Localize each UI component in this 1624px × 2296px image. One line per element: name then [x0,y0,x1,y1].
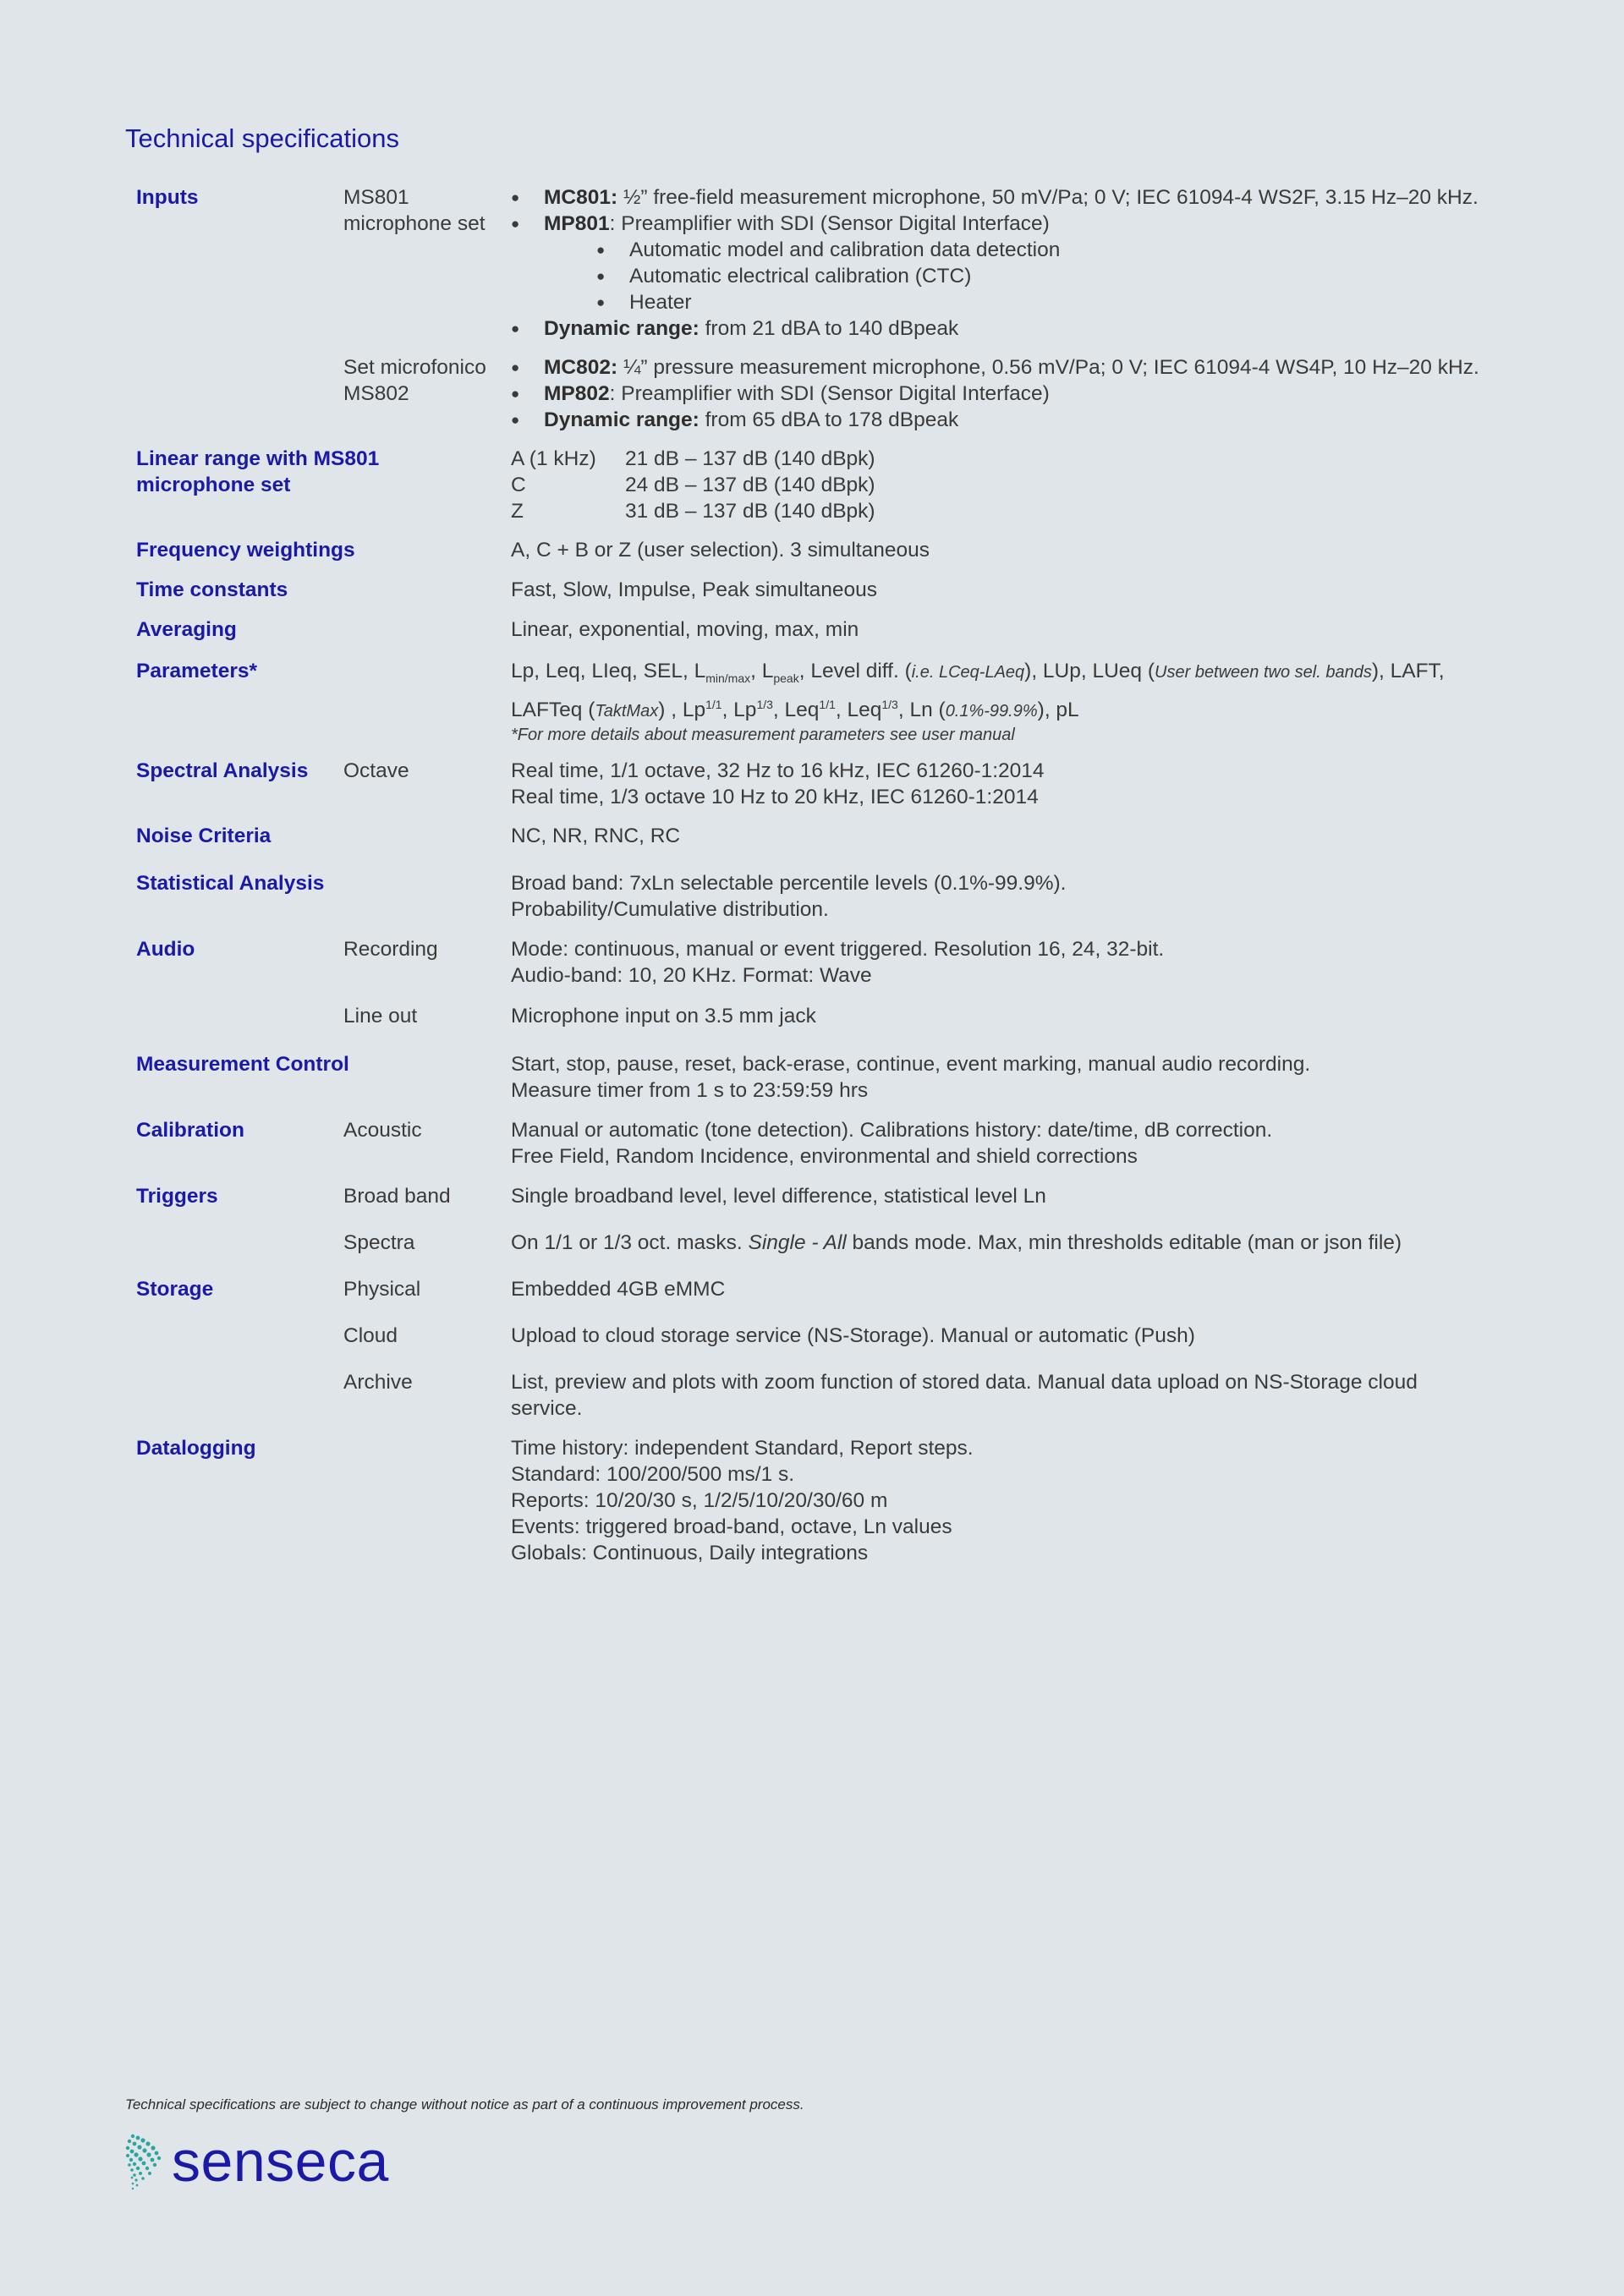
spec-row-storage-archive [136,1369,1490,1422]
spec-desc-measurement-control: Start, stop, pause, reset, back-erase, continue, event marking, manual audio recording. Measure timer from 1 s to 23:59:59 hrs [511,1053,1311,1103]
spec-category-triggers: Triggers [136,1185,218,1208]
page-title: Technical specifications [125,123,399,153]
spec-sub-acoustic: Acoustic [343,1119,422,1143]
spec-sub-ms802: Set microfonico MS802 [343,356,486,405]
spec-category-calibration: Calibration [136,1119,244,1143]
spec-row-measurement-control [136,1051,1490,1104]
spec-category-averaging: Averaging [136,618,237,641]
spec-desc-parameters: Lp, Leq, LIeq, SEL, $L_{min/max}$, $L_{peak}$, Level diff. (i.e. LCeq-LAeq), LUp, LUeq (User between two sel. bands), LAFT, LAFTeq (TaktMax) , $Lp^{1/1}$, $Lp^{1/3}$, Leq$^{1/1}$, Leq$^{1/3}$, Ln (0.1%-99.9%), pL *For more details about measurement parameters see user manual [511,658,1490,745]
spec-row-frequency-weightings [136,537,1490,563]
spec-category-linear-range: Linear range with MS801 microphone set [136,447,380,496]
spec-sub-cloud: Cloud [343,1324,398,1348]
spec-desc-line-out: Microphone input on 3.5 mm jack [511,1005,816,1028]
spec-row-linear-range [136,446,1490,524]
spec-category-parameters: Parameters* [136,660,258,682]
spec-desc-ms802 [511,354,1490,433]
table-row: C 24 dB – 137 dB (140 dBpk) [511,474,875,496]
spec-row-averaging [136,616,1490,643]
list-item: ● Heater [596,289,1490,315]
spec-category-datalogging: Datalogging [136,1437,256,1460]
spec-category-storage: Storage [136,1278,214,1301]
spec-desc-recording: Mode: continuous, manual or event triggered. Resolution 16, 24, 32-bit. Audio-band: 10, 20 KHz. Format: Wave [511,938,1165,988]
spec-desc-spectral: Real time, 1/1 octave, 32 Hz to 16 kHz, IEC 61260-1:2014 Real time, 1/3 octave 10 Hz to 20 kHz, IEC 61260-1:2014 [511,759,1045,809]
spec-row-inputs-ms802 [136,354,1490,433]
spec-sub-octave: Octave [343,759,409,783]
disclaimer-note: Technical specifications are subject to change without notice as part of a continuous improvement process. [125,2096,804,2112]
list-item: ● Automatic model and calibration data detection [596,237,1490,263]
list-item: ● MC801: ½” free-field measurement microphone, 50 mV/Pa; 0 V; IEC 61094-4 WS2F, 3.15 Hz–20 kHz. [511,184,1490,211]
spec-table [136,184,1490,1566]
list-item: ● MP801: Preamplifier with SDI (Sensor Digital Interface) ● Automatic model and calibration data detection ● Automatic electrical calibration (CTC) ● Heater [511,211,1490,315]
list-item: ● MP802: Preamplifier with SDI (Sensor Digital Interface) [511,381,1490,407]
spec-row-audio-recording [136,936,1490,989]
spec-desc-frequency-weightings: A, C + B or Z (user selection). 3 simultaneous [511,539,930,562]
spec-desc-ms801 [511,184,1490,342]
spec-category-frequency-weightings: Frequency weightings [136,539,355,562]
senseca-logo [124,2131,389,2192]
spec-desc-linear-range [511,446,1490,524]
spec-row-time-constants [136,577,1490,603]
spec-category-inputs: Inputs [136,186,199,209]
spec-desc-archive: List, preview and plots with zoom function of stored data. Manual data upload on NS-Storage cloud service. [511,1371,1418,1421]
spec-row-parameters [136,658,1490,745]
parameters-note: *For more details about measurement parameters see user manual [511,726,1015,745]
list-item: ● Dynamic range: from 65 dBA to 178 dBpeak [511,407,1490,433]
spec-desc-statistical: Broad band: 7xLn selectable percentile levels (0.1%-99.9%). Probability/Cumulative distribution. [511,872,1067,922]
spec-row-triggers-spectra [136,1230,1490,1256]
spec-desc-datalogging: Time history: independent Standard, Report steps. Standard: 100/200/500 ms/1 s. Reports: 10/20/30 s, 1/2/5/10/20/30/60 m Events: triggered broad-band, octave, Ln values Globals: Continuous, Daily integrations [511,1437,974,1565]
spec-sub-ms801: MS801 microphone set [343,186,486,235]
table-row: Z 31 dB – 137 dB (140 dBpk) [511,500,875,523]
spec-row-statistical-analysis [136,870,1490,923]
spec-row-datalogging [136,1435,1490,1566]
spec-desc-cloud: Upload to cloud storage service (NS-Storage). Manual or automatic (Push) [511,1324,1195,1348]
spec-category-audio: Audio [136,938,195,962]
logo-mark-icon [124,2131,165,2192]
list-item: ● Automatic electrical calibration (CTC) [596,263,1490,289]
list-item: ● MC802: ¼” pressure measurement microphone, 0.56 mV/Pa; 0 V; IEC 61094-4 WS4P, 10 Hz–20 kHz. [511,354,1490,381]
table-row: A (1 kHz) 21 dB – 137 dB (140 dBpk) [511,447,875,470]
list-item: ● Dynamic range: from 21 dBA to 140 dBpeak [511,315,1490,342]
spec-category-noise-criteria: Noise Criteria [136,825,272,848]
spec-desc-time-constants: Fast, Slow, Impulse, Peak simultaneous [511,578,878,601]
spec-row-spectral-analysis [136,758,1490,810]
spec-row-calibration [136,1117,1490,1170]
spec-sub-archive: Archive [343,1371,413,1395]
spec-row-storage-cloud [136,1323,1490,1349]
spec-row-audio-lineout [136,1003,1490,1029]
spec-sub-spectra: Spectra [343,1231,415,1255]
spec-category-time-constants: Time constants [136,578,288,601]
spec-desc-calibration: Manual or automatic (tone detection). Calibrations history: date/time, dB correction. Free Field, Random Incidence, environmental and shield corrections [511,1119,1273,1169]
spec-desc-spectra: On 1/1 or 1/3 oct. masks. Single - All bands mode. Max, min thresholds editable (man or json file) [511,1231,1402,1255]
spec-category-statistical-analysis: Statistical Analysis [136,872,325,896]
spec-row-storage-physical [136,1276,1490,1302]
spec-desc-physical: Embedded 4GB eMMC [511,1278,726,1301]
spec-desc-noise-criteria: NC, NR, RNC, RC [511,825,681,848]
spec-category-measurement-control: Measurement Control [136,1053,349,1077]
spec-row-triggers-broadband [136,1183,1490,1209]
logo-wordmark: senseca [172,2129,389,2194]
spec-sub-recording: Recording [343,938,438,962]
spec-sub-broad-band: Broad band [343,1185,451,1208]
spec-desc-broad-band: Single broadband level, level difference, statistical level Ln [511,1185,1046,1208]
spec-row-inputs-ms801 [136,184,1490,342]
spec-sub-line-out: Line out [343,1005,418,1028]
spec-category-spectral-analysis: Spectral Analysis [136,759,309,783]
spec-desc-averaging: Linear, exponential, moving, max, min [511,618,859,641]
spec-sub-physical: Physical [343,1278,421,1301]
spec-row-noise-criteria [136,823,1490,849]
